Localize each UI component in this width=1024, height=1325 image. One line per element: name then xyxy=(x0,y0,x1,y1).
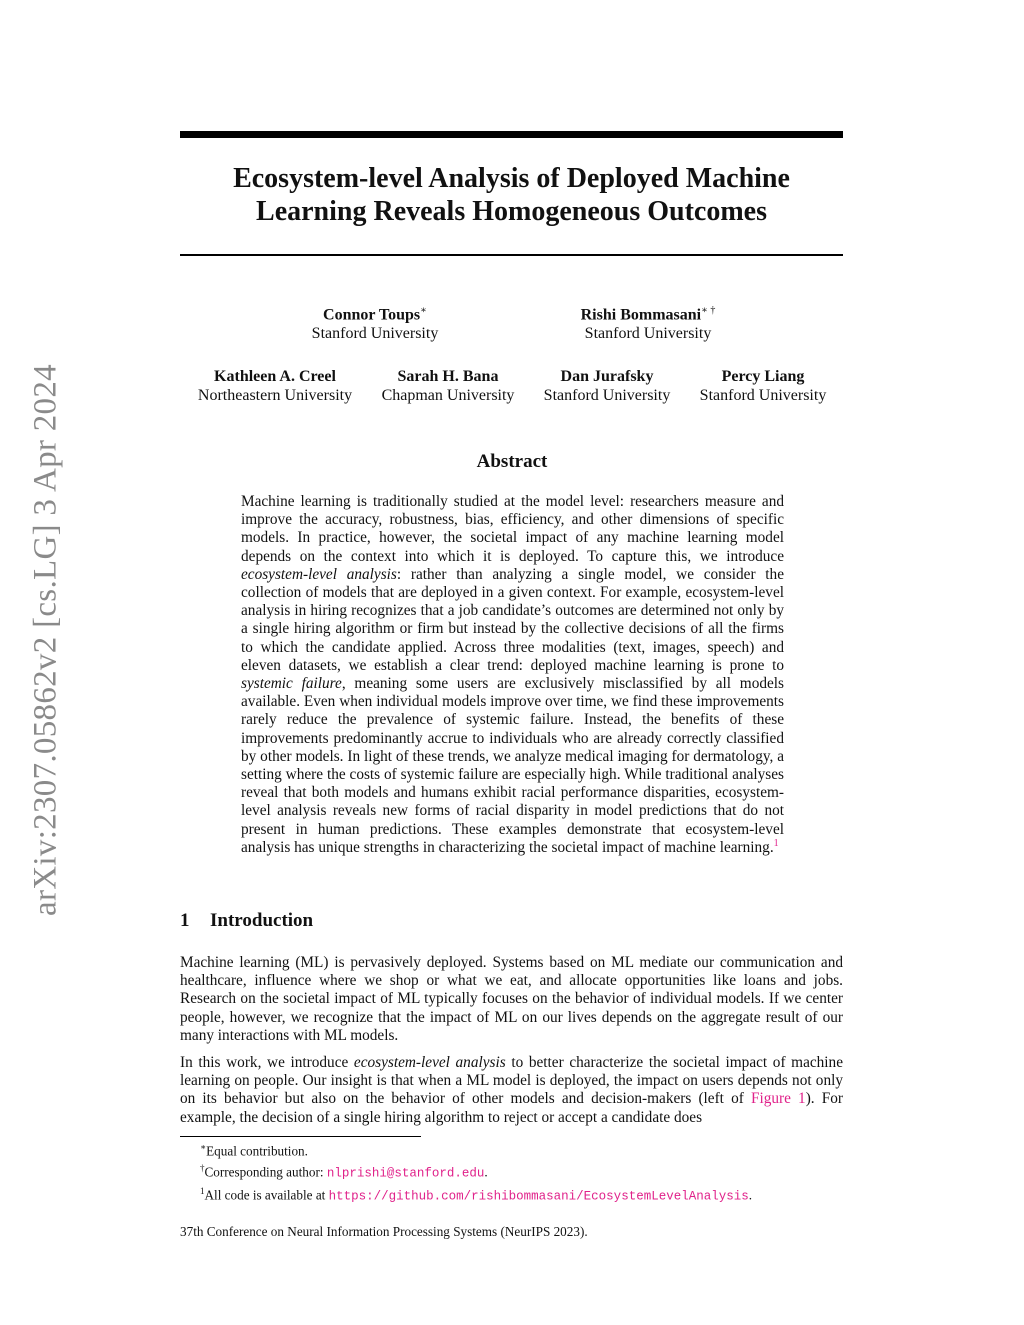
author-block xyxy=(581,301,716,343)
github-repo-link[interactable]: https://github.com/rishibommasani/EcosystemLevelAnalysis xyxy=(328,1189,749,1204)
footnote-equal-contribution: ∗Equal contribution. xyxy=(200,1142,308,1159)
author-block xyxy=(198,367,352,405)
author-affiliation: Stanford University xyxy=(584,325,712,343)
footnote-separator xyxy=(180,1136,421,1137)
footnotes xyxy=(200,1139,752,1206)
intro-paragraph-2: In this work, we introduce ecosystem-level analysis to better characterize the societal impact of machine learning on people. Our insight is that when a ML model is deployed, the impact on users depends not only on its behavior but also on the behavior of other models and decision-makers (left of Figure 1). For example, the decision of a single hiring algorithm to reject or accept a candidate does xyxy=(180,1054,843,1126)
author-block xyxy=(382,367,515,405)
author-affiliation: Stanford University xyxy=(311,325,439,343)
figure-1-link[interactable]: Figure 1 xyxy=(750,1090,806,1108)
title-line-1: Ecosystem-level Analysis of Deployed Machine xyxy=(233,163,790,194)
introduction-heading: 1 Introduction xyxy=(180,910,314,931)
abstract-text: Machine learning is traditionally studied at the model level: researchers measure and improve the accuracy, robustness, bias, efficiency, and other dimensions of specific models. In practice, however, the societal impact of any machine learning model depends on the context into which it is deployed. To capture this, we introduce ecosystem-level analysis: rather than analyzing a single model, we consider the collection of models that are deployed in a given context. For example, ecosystem-level analysis in hiring recognizes that a job candidate’s outcomes are determined not only by a single hiring algorithm or firm but instead by the collective decisions of all the firms to which the candidate applied. Across three modalities (text, images, speech) and eleven datasets, we establish a clear trend: deployed machine learning is prone to systemic failure, meaning some users are exclusively misclassified by all models available. Even when individual models improve over time, we find these improvements rarely reduce the prevalence of systemic failure. Instead, the benefits of these improvements predominantly accrue to individuals who are already correctly classified by other models. In light of these trends, we analyze medical imaging for dermatology, a setting where the costs of systemic failure are especially high. While traditional analyses reveal that both models and humans exhibit racial performance disparities, ecosystem-level analysis reveals new forms of racial disparity in model predictions that do not present in human predictions. These examples demonstrate that ecosystem-level analysis has unique strengths in characterizing the societal impact of machine learning.$^1$ xyxy=(241,493,785,856)
footnote-1-link[interactable]: 1 xyxy=(773,837,779,849)
author-name: Kathleen A. Creel xyxy=(214,368,336,385)
arxiv-identifier-stamp: arXiv:2307.05862v2 [cs.LG] 3 Apr 2024 xyxy=(27,364,64,916)
author-affiliation: Northeastern University xyxy=(197,387,353,404)
conference-note: 37th Conference on Neural Information Processing Systems (NeurIPS 2023). xyxy=(180,1224,588,1239)
author-block xyxy=(312,301,439,343)
title-bottom-rule xyxy=(180,254,843,256)
author-name: Sarah H. Bana xyxy=(397,368,499,385)
author-affiliation: Stanford University xyxy=(543,387,671,404)
paper-title xyxy=(180,162,843,228)
abstract-heading: Abstract xyxy=(476,451,548,472)
author-name: Connor Toups∗ xyxy=(323,305,427,324)
author-name: Dan Jurafsky xyxy=(560,368,654,385)
author-name: Rishi Bommasani∗ † xyxy=(580,305,716,324)
title-top-rule xyxy=(180,131,843,138)
footnote-code-availability: $^1$All code is available at https://github.com/rishibommasani/EcosystemLevelAnalysis. xyxy=(200,1185,753,1204)
author-block xyxy=(544,367,671,405)
author-affiliation: Chapman University xyxy=(381,387,515,404)
author-affiliation: Stanford University xyxy=(699,387,827,404)
author-block xyxy=(700,367,827,405)
footnote-corresponding-author: †Corresponding author: nlprishi@stanford.edu. xyxy=(200,1162,488,1181)
title-line-2: Learning Reveals Homogeneous Outcomes xyxy=(256,196,767,227)
author-name: Percy Liang xyxy=(721,368,805,385)
author-email-link[interactable]: nlprishi@stanford.edu xyxy=(326,1166,485,1181)
intro-paragraph-1: Machine learning (ML) is pervasively deployed. Systems based on ML mediate our communication and healthcare, influence where we shop or what we eat, and allocate opportunities like loans and jobs. Research on the societal impact of ML typically focuses on the behavior of individual models. If we center people, however, we recognize that the impact of ML on our lives depends on the aggregate result of our many interactions with ML models. xyxy=(180,954,843,1044)
